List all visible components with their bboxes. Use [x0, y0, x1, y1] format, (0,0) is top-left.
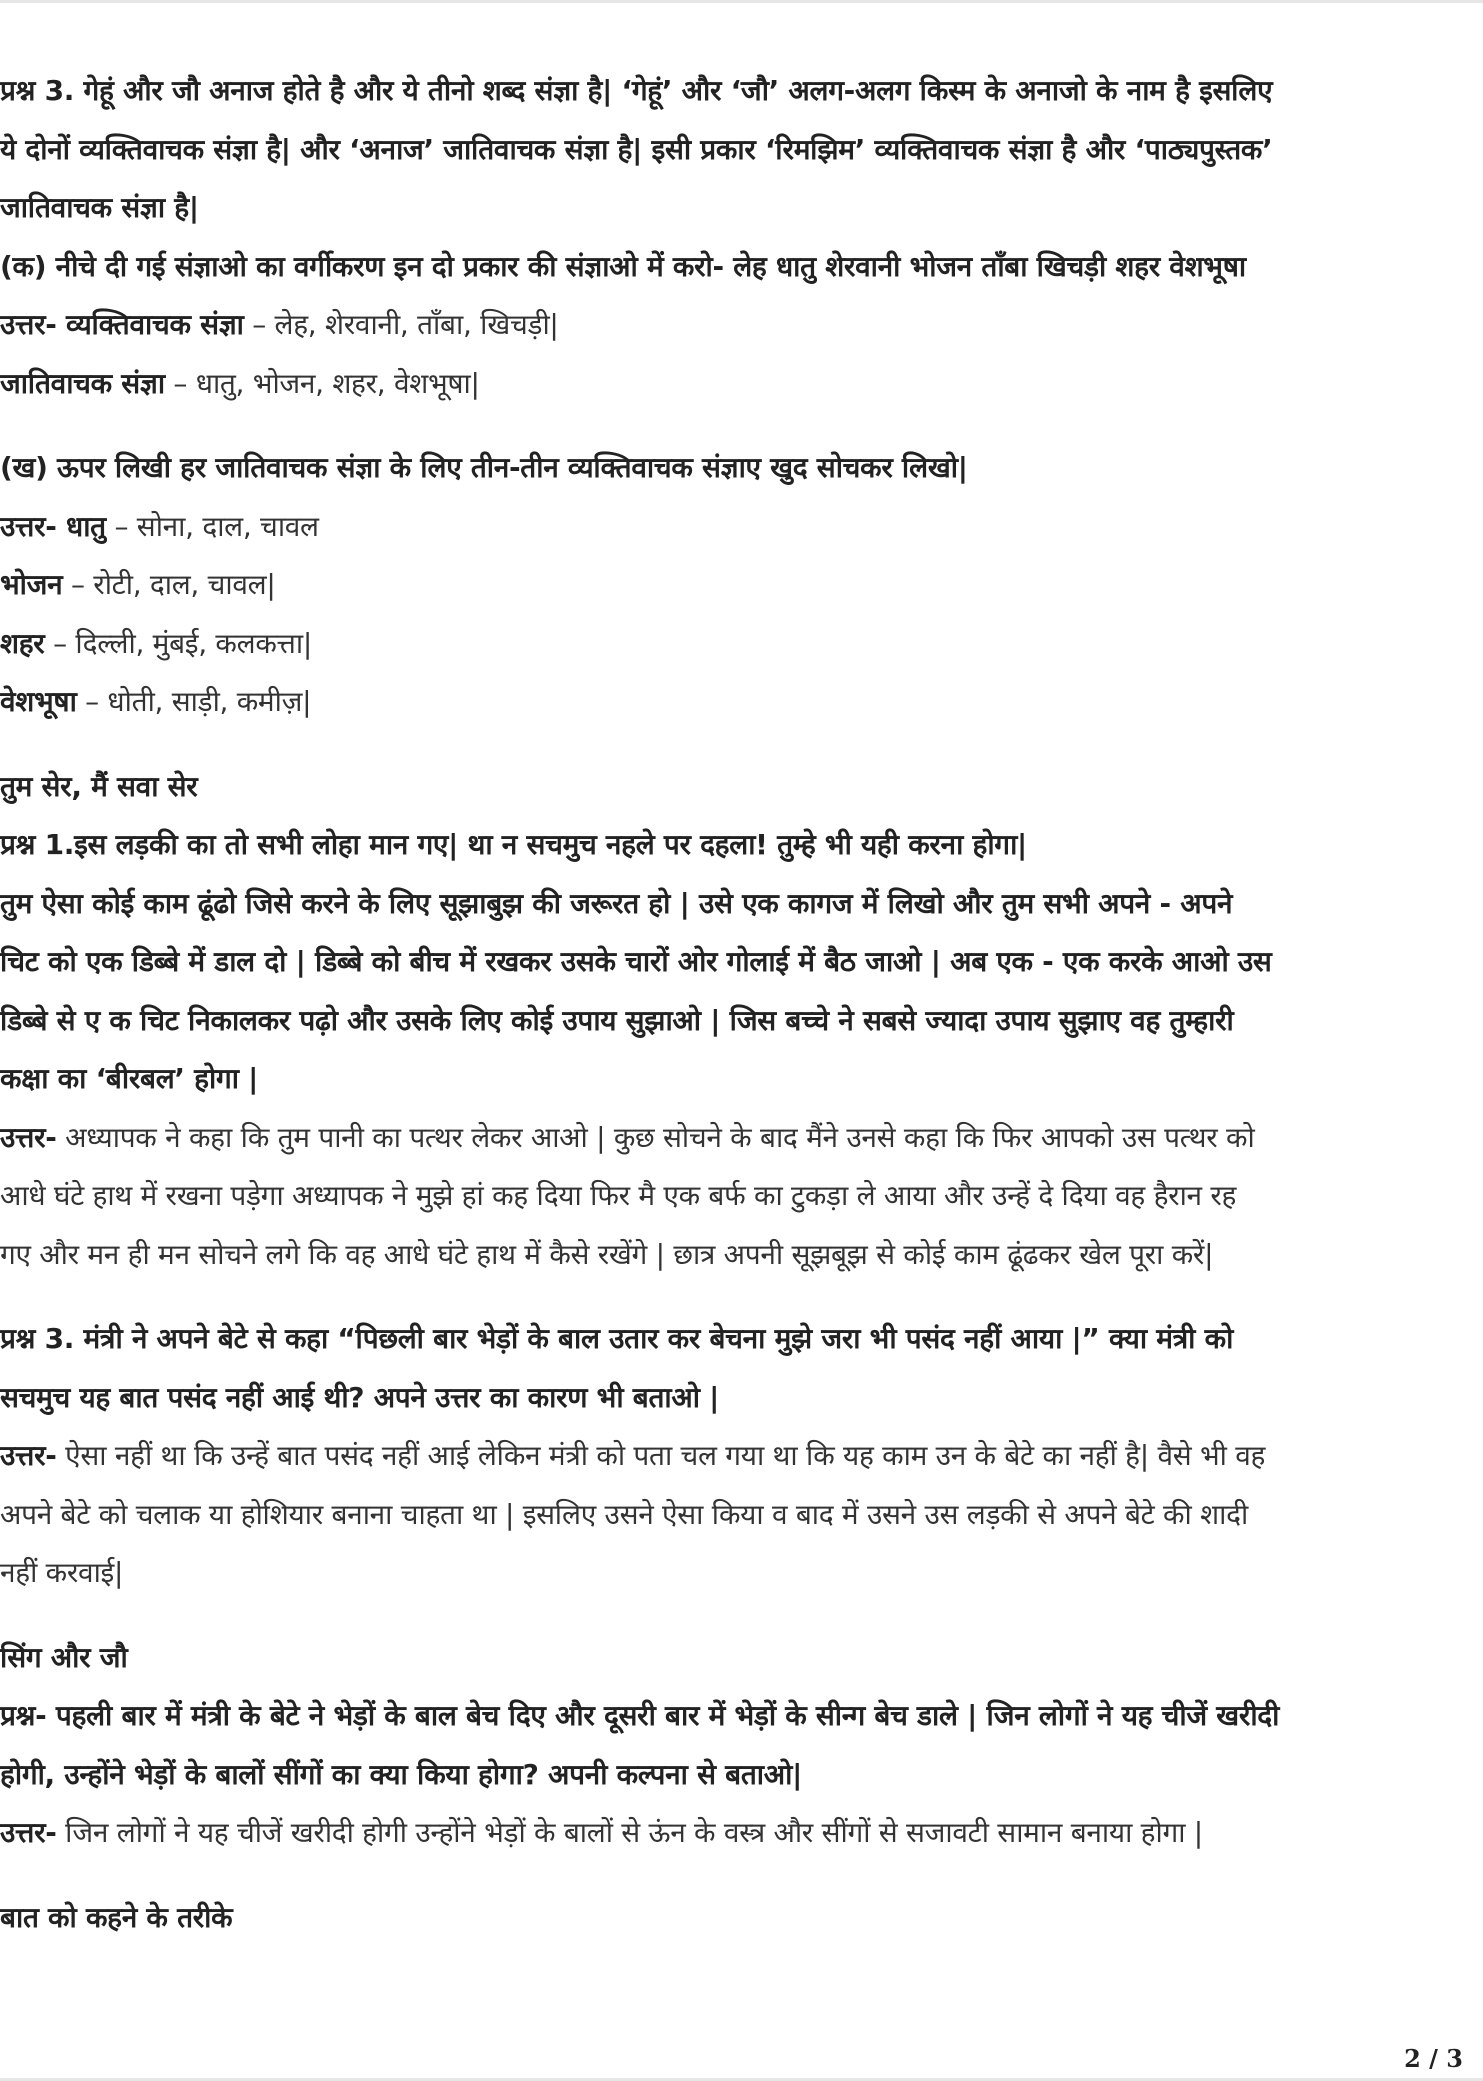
text-line: [0, 1687, 1478, 1746]
text-line: [0, 1629, 1478, 1688]
bold-text: भोजन: [0, 568, 63, 601]
body-text: ऐसा नहीं था कि उन्हें बात पसंद नहीं आई लेकिन मंत्री को पता चल गया था कि यह काम उन के बेटे का नहीं है| वैसे भी वह: [56, 1439, 1266, 1472]
paragraph-gap: [0, 413, 1478, 439]
bold-text: प्रश्न 3. गेहूं और जौ अनाज होते है और ये तीनो शब्द संज्ञा है| ‘गेहूं’ और ‘जौ’ अलग-अलग किस्म के अनाजो के नाम है इसलिए: [0, 74, 1273, 107]
text-line: [0, 1889, 1478, 1948]
bold-text: उत्तर- व्यक्तिवाचक संज्ञा: [0, 308, 244, 341]
text-line: [0, 1486, 1478, 1545]
text-line: [0, 238, 1478, 297]
bold-text: उत्तर-: [0, 1439, 57, 1472]
text-line: [0, 179, 1478, 238]
bold-text: उत्तर-: [0, 1816, 57, 1849]
bold-text: वेशभूषा: [0, 685, 77, 718]
bold-text: होगी, उन्होंने भेड़ों के बालों सींगों का क्या किया होगा? अपनी कल्पना से बताओ|: [0, 1757, 803, 1791]
text-line: [0, 992, 1478, 1051]
bold-text: चिट को एक डिब्बे में डाल दो | डिब्बे को बीच में रखकर उसके चारों ओर गोलाई में बैठ जाओ | अब एक - एक करके आओ उस: [0, 945, 1272, 978]
document-page: [0, 62, 1478, 1947]
bold-text: (क) नीचे दी गई संज्ञाओ का वर्गीकरण इन दो प्रकार की संज्ञाओ में करो- लेह धातु शेरवानी भोजन ताँबा खिचड़ी शहर वेशभूषा: [0, 249, 1246, 283]
body-text: अध्यापक ने कहा कि तुम पानी का पत्थर लेकर आओ | कुछ सोचने के बाद मैंने उनसे कहा कि फिर आपको उस पत्थर को: [56, 1120, 1255, 1154]
bold-text: जातिवाचक संज्ञा: [0, 366, 165, 400]
top-divider: [0, 0, 1483, 3]
body-text: अपने बेटे को चलाक या होशियार बनाना चाहता था | इसलिए उसने ऐसा किया व बाद में उसने उस लड़की से अपने बेटे की शादी: [0, 1497, 1248, 1531]
bold-text: डिब्बे से ए क चिट निकालकर पढ़ो और उसके लिए कोई उपाय सुझाओ | जिस बच्चे ने सबसे ज्यादा उपाय सुझाए वह तुम्हारी: [0, 1003, 1234, 1037]
bold-text: प्रश्न 1.इस लड़की का तो सभी लोहा मान गए| था न सचमुच नहले पर दहला! तुम्हे भी यही करना होगा|: [0, 828, 1027, 861]
text-line: [0, 758, 1478, 817]
bold-text: उत्तर-: [0, 1120, 57, 1154]
text-line: [0, 1369, 1478, 1428]
body-text: नहीं करवाई|: [0, 1556, 124, 1589]
paragraph-gap: [0, 1863, 1478, 1889]
text-line: [0, 121, 1478, 180]
page-number: 2 / 3: [1404, 2044, 1463, 2073]
text-line: [0, 439, 1478, 498]
body-text: – धातु, भोजन, शहर, वेशभूषा|: [164, 366, 480, 400]
text-line: [0, 875, 1478, 934]
text-line: [0, 355, 1478, 414]
bold-text: सचमुच यह बात पसंद नहीं आई थी? अपने उत्तर का कारण भी बताओ |: [0, 1380, 720, 1414]
text-line: [0, 673, 1478, 732]
text-line: [0, 1310, 1478, 1369]
text-line: [0, 1167, 1478, 1226]
body-text: जिन लोगों ने यह चीजें खरीदी होगी उन्होंने भेड़ों के बालों से ऊंन के वस्त्र और सींगों से सजावटी सामान बनाया होगा |: [56, 1816, 1203, 1849]
body-text: आधे घंटे हाथ में रखना पड़ेगा अध्यापक ने मुझे हां कह दिया फिर मै एक बर्फ का टुकड़ा ले आया और उन्हें दे दिया वह हैरान रह: [0, 1179, 1237, 1212]
bold-text: जातिवाचक संज्ञा है|: [0, 191, 199, 224]
text-line: [0, 556, 1478, 615]
body-text: गए और मन ही मन सोचने लगे कि वह आधे घंटे हाथ में कैसे रखेंगे | छात्र अपनी सूझबूझ से कोई काम ढूंढकर खेल पूरा करें|: [0, 1237, 1214, 1271]
bold-text: तुम ऐसा कोई काम ढूंढो जिसे करने के लिए सूझाबुझ की जरूरत हो | उसे एक कागज में लिखो और तुम सभी अपने - अपने: [0, 886, 1233, 920]
bold-text: प्रश्न 3. मंत्री ने अपने बेटे से कहा “पिछली बार भेड़ों के बाल उतार कर बेचना मुझे जरा भी पसंद नहीं आया |” क्या मंत्री को: [0, 1322, 1234, 1355]
text-line: [0, 615, 1478, 674]
text-line: [0, 1746, 1478, 1805]
bold-text: कक्षा का ‘बीरबल’ होगा |: [0, 1062, 259, 1095]
bold-text: बात को कहने के तरीके: [0, 1900, 233, 1934]
text-line: [0, 1427, 1478, 1486]
text-line: [0, 62, 1478, 121]
text-line: [0, 1050, 1478, 1109]
body-text: – रोटी, दाल, चावल|: [62, 568, 276, 601]
text-line: [0, 933, 1478, 992]
paragraph-gap: [0, 732, 1478, 758]
text-line: [0, 816, 1478, 875]
bold-text: सिंग और जौ: [0, 1640, 128, 1674]
paragraph-gap: [0, 1284, 1478, 1310]
text-line: [0, 296, 1478, 355]
text-line: [0, 1109, 1478, 1168]
bold-text: (ख) ऊपर लिखी हर जातिवाचक संज्ञा के लिए तीन-तीन व्यक्तिवाचक संज्ञाए खुद सोचकर लिखो|: [0, 451, 968, 484]
paragraph-gap: [0, 1603, 1478, 1629]
bold-text: प्रश्न- पहली बार में मंत्री के बेटे ने भेड़ों के बाल बेच दिए और दूसरी बार में भेड़ों के सीन्ग बेच डाले | जिन लोगों ने यह चीजें खरीदी: [0, 1699, 1280, 1732]
bold-text: उत्तर- धातु: [0, 509, 106, 543]
body-text: – दिल्ली, मुंबई, कलकत्ता|: [44, 626, 312, 660]
text-line: [0, 1226, 1478, 1285]
text-line: [0, 1804, 1478, 1863]
text-line: [0, 1544, 1478, 1603]
bold-text: शहर: [0, 626, 45, 660]
body-text: – लेह, शेरवानी, ताँबा, खिचड़ी|: [243, 308, 559, 341]
text-line: [0, 498, 1478, 557]
body-text: – सोना, दाल, चावल: [105, 509, 319, 543]
bold-text: ये दोनों व्यक्तिवाचक संज्ञा है| और ‘अनाज’ जातिवाचक संज्ञा है| इसी प्रकार ‘रिमझिम’ व्यक्तिवाचक संज्ञा है और ‘पाठ्यपुस्तक’: [0, 132, 1273, 166]
body-text: – धोती, साड़ी, कमीज़|: [76, 685, 312, 718]
bold-text: तुम सेर, मैं सवा सेर: [0, 769, 198, 803]
